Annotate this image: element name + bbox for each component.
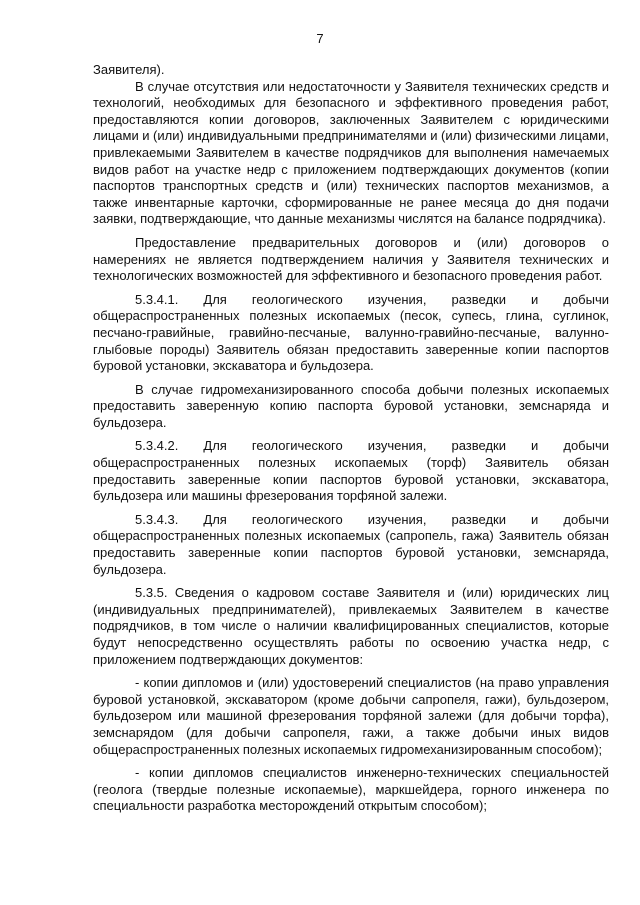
document-body [93, 62, 609, 815]
paragraph-gap [93, 285, 609, 292]
paragraph-equipment-contracts: В случае отсутствия или недостаточности у Заявителя технических средств и технологий, необходимых для безопасного и эффективного проведения работ, предоставляются копии договоров, заключенных Заявителем с юридическими лицами и (или) индивидуальными предпринимателями и (или) физическими лицами, привлекаемыми Заявителем в качестве подрядчиков для выполнения намечаемых видов работ на участке недр с приложением подтверждающих документов (копии паспортов транспортных средств и (или) технических паспортов механизмов, а также инвентарные карточки, сформированные не ранее месяца до дня подачи заявки, подтверждающие, что данные механизмы числятся на балансе подрядчика). [93, 78, 609, 227]
paragraph-gap [93, 228, 609, 235]
list-item-engineering-diplomas: - копии дипломов специалистов инженерно-технических специальностей (геолога (твердые полезные ископаемые), маркшейдера, горного инженера по специальности разработка месторождений открытым способом); [93, 765, 609, 814]
paragraph-5-3-5: 5.3.5. Сведения о кадровом составе Заявителя и (или) юридических лиц (индивидуальных предпринимателей), привлекаемых Заявителем в качестве подрядчиков, в том числе о наличии квалифицированных специалистов, которые будут непосредственно осуществлять работы по освоению участка недр, с приложением подтверждающих документов: [93, 585, 609, 667]
list-item-operator-diplomas: - копии дипломов и (или) удостоверений специалистов (на право управления буровой установкой, экскаватором (кроме добычи сапропеля, гажи), бульдозером, бульдозером или машиной фрезерования торфяной залежи (для добычи торфа), земснарядом (для добычи сапропеля, гажи, а также добычи иных видов общераспространенных полезных ископаемых гидромеханизированным способом); [93, 675, 609, 757]
paragraph-gap [93, 758, 609, 765]
paragraph-preliminary-contracts: Предоставление предварительных договоров и (или) договоров о намерениях не является подтверждением наличия у Заявителя технических и технологических возможностей для эффективного и безопасного проведения работ. [93, 234, 609, 284]
paragraph-gap [93, 431, 609, 438]
paragraph-gap [93, 668, 609, 675]
paragraph-continuation: Заявителя). [93, 62, 165, 77]
page-number: 7 [316, 31, 324, 46]
paragraph-5-3-4-2: 5.3.4.2. Для геологического изучения, разведки и добычи общераспространенных полезных ископаемых (торф) Заявитель обязан предоставить заверенные копии паспортов буровой установки, экскаватора, бульдозера или машины фрезерования торфяной залежи. [93, 438, 609, 504]
paragraph-gap [93, 375, 609, 382]
paragraph-5-3-4-1: 5.3.4.1. Для геологического изучения, разведки и добычи общераспространенных полезных ископаемых (песок, супесь, глина, суглинок, песчано-гравийные, гравийно-песчаные, валунно-гравийно-песчаные, валунно-глыбовые породы) Заявитель обязан предоставить заверенные копии паспортов буровой установки, экскаватора и бульдозера. [93, 291, 609, 374]
paragraph-gap [93, 578, 609, 585]
paragraph-gap [93, 505, 609, 512]
paragraph-5-3-4-3: 5.3.4.3. Для геологического изучения, разведки и добычи общераспространенных полезных ископаемых (сапропель, гажа) Заявитель обязан предоставить заверенные копии паспортов буровой установки, земснаряда, бульдозера. [93, 511, 609, 577]
paragraph-hydromechanized: В случае гидромеханизированного способа добычи полезных ископаемых предоставить заверенную копию паспорта буровой установки, земснаряда и бульдозера. [93, 381, 609, 430]
